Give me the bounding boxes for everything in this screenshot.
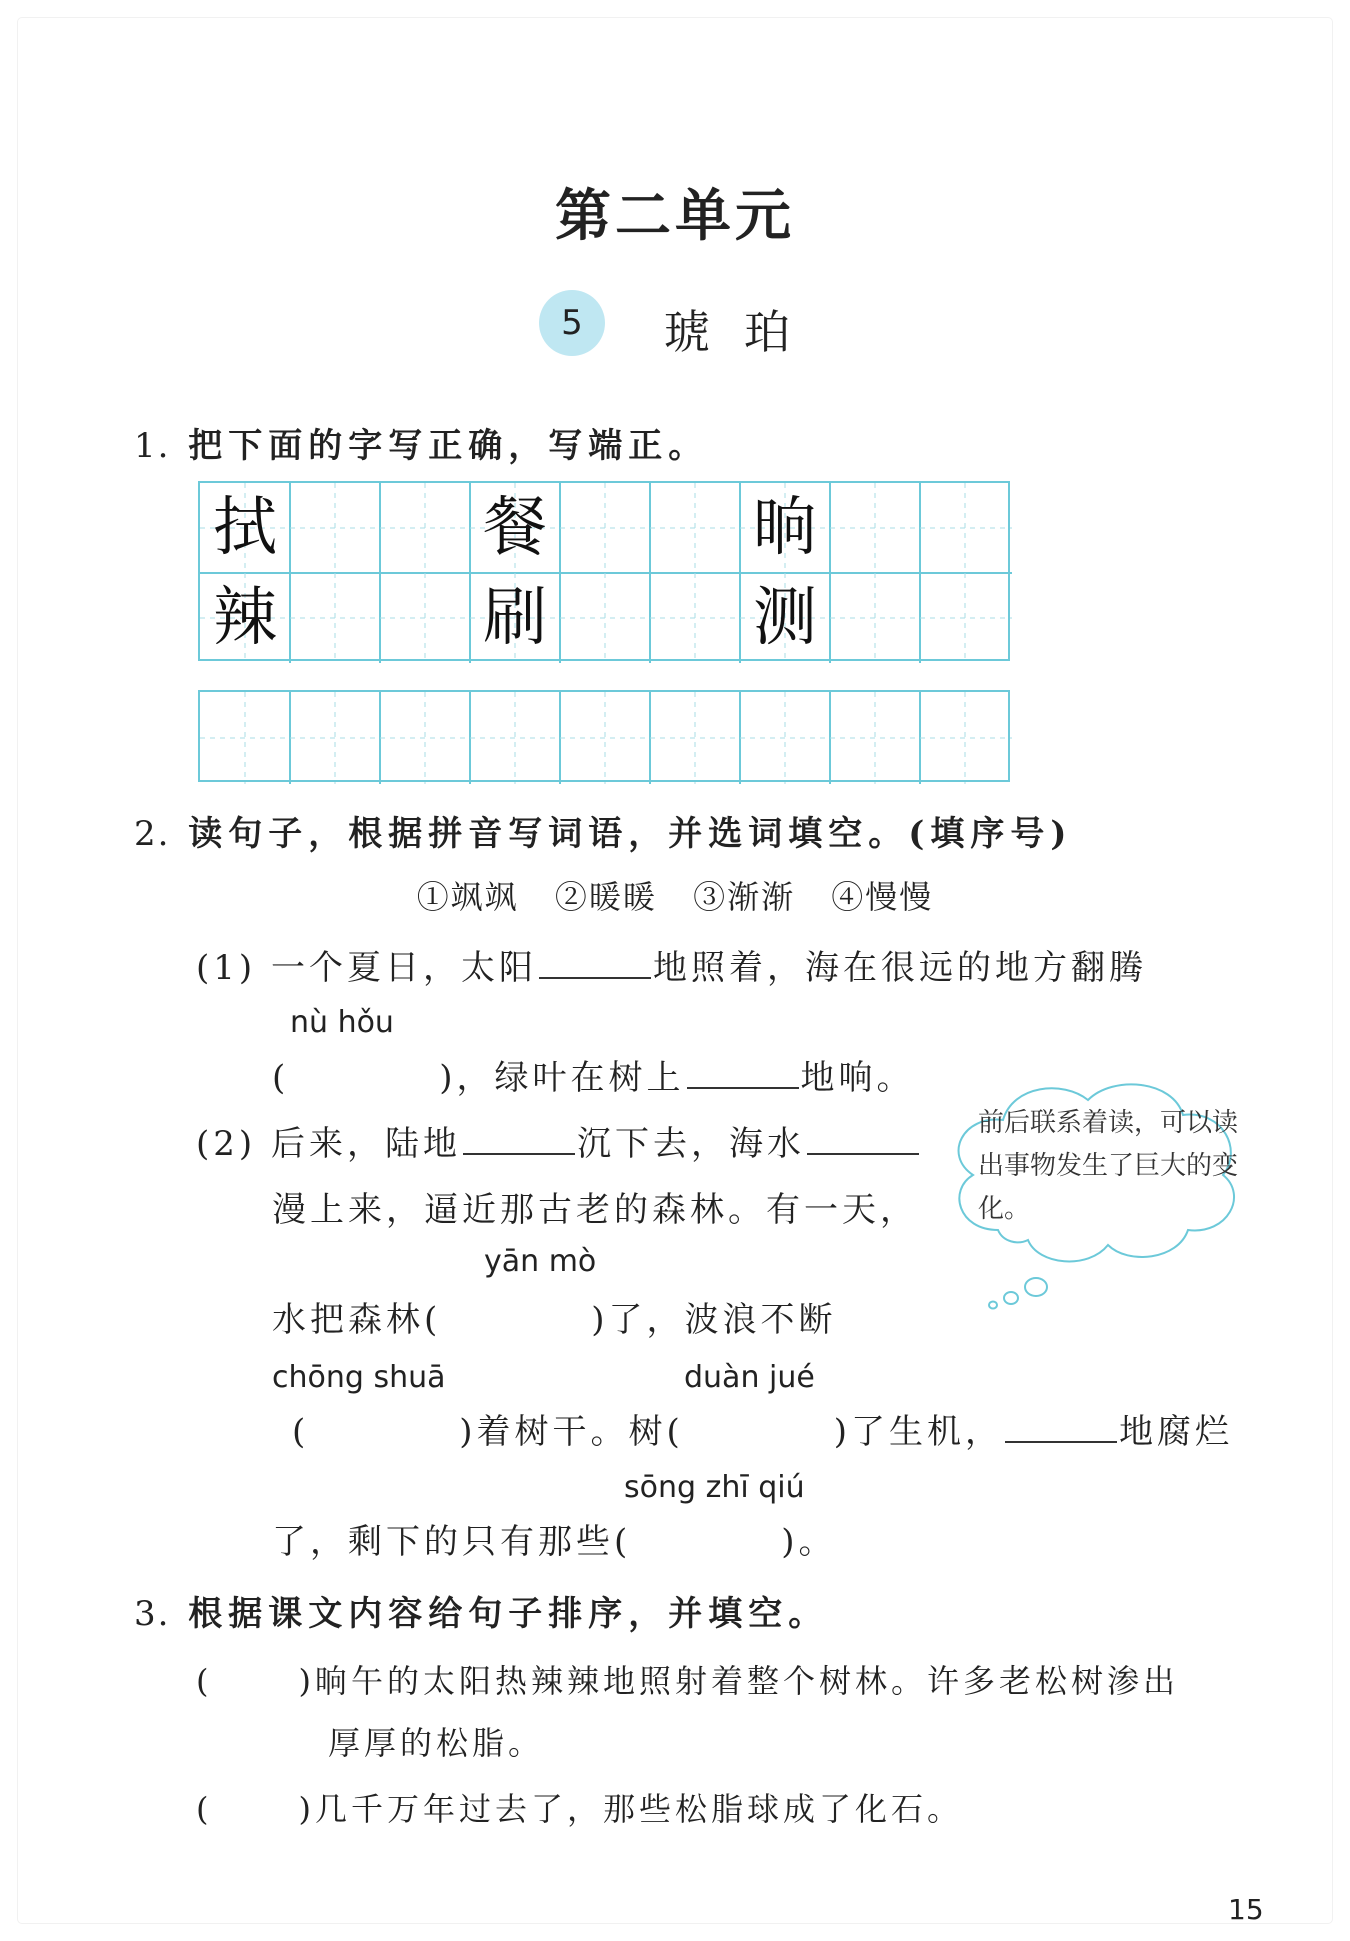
- q2-p1-line1: [196, 940, 1147, 989]
- pinyin-yanmo: yān mò: [484, 1244, 597, 1279]
- fill-blank[interactable]: [1005, 1411, 1117, 1443]
- text-segment: 了，剩下的只有那些(: [272, 1522, 632, 1562]
- grid-char-la: 辣: [213, 581, 277, 655]
- text-segment: (: [292, 1412, 310, 1452]
- fill-blank[interactable]: [463, 1123, 575, 1155]
- q2-p2-label: (2): [196, 1124, 257, 1164]
- lesson-number-badge: 5: [539, 290, 605, 356]
- unit-title: 第二单元: [555, 183, 795, 249]
- q2-p2-line3: [272, 1292, 837, 1341]
- text-segment: (: [196, 1662, 213, 1700]
- q2-p1-line2: [272, 1050, 915, 1099]
- q1-number: 1.: [134, 426, 171, 466]
- text-segment: 沉下去，海水: [576, 1124, 805, 1164]
- text-segment: )晌午的太阳热辣辣地照射着整个树林。许多老松树渗出: [298, 1662, 1179, 1700]
- q1-heading: [134, 418, 708, 467]
- q3-item1: [196, 1656, 1179, 1702]
- q2-heading: [134, 806, 1072, 855]
- text-segment: )，绿叶在树上: [439, 1058, 685, 1098]
- q3-item1-cont: 厚厚的松脂。: [328, 1724, 545, 1762]
- pinyin-nuhou: nù hǒu: [290, 1005, 394, 1040]
- q2-p1-label: (1): [196, 948, 257, 988]
- text-segment: 一个夏日，太阳: [270, 948, 537, 988]
- text-segment: (: [196, 1790, 213, 1828]
- text-segment: )了，波浪不断: [591, 1300, 837, 1340]
- text-segment: )。: [781, 1522, 837, 1562]
- pinyin-chongshua: chōng shuā: [272, 1360, 446, 1395]
- option-4: ④慢慢: [831, 878, 934, 916]
- lesson-title: 琥珀: [664, 305, 824, 359]
- writing-grid-2: [198, 690, 1010, 782]
- q2-title: 读句子，根据拼音写词语，并选词填空。(填序号): [188, 814, 1073, 854]
- page-number: 15: [1228, 1893, 1264, 1926]
- grid-char-ce: 测: [753, 581, 817, 655]
- word-options: [0, 872, 1350, 918]
- text-segment: )着树干。树(: [459, 1412, 684, 1452]
- q1-title: 把下面的字写正确，写端正。: [188, 426, 709, 466]
- fill-blank[interactable]: [807, 1123, 919, 1155]
- text-segment: 后来，陆地: [270, 1124, 461, 1164]
- grid-char-shi: 拭: [213, 491, 277, 565]
- q3-title: 根据课文内容给句子排序，并填空。: [188, 1594, 829, 1634]
- text-segment: (: [272, 1058, 290, 1098]
- q2-number: 2.: [134, 814, 171, 854]
- q2-p2-line5: [272, 1514, 837, 1563]
- text-segment: )几千万年过去了，那些松脂球成了化石。: [298, 1790, 963, 1828]
- q3-number: 3.: [134, 1594, 171, 1634]
- grid-char-can: 餐: [483, 491, 547, 565]
- pinyin-songzhiqiu: sōng zhī qiú: [624, 1470, 805, 1505]
- grid-char-shang: 晌: [753, 491, 817, 565]
- fill-blank[interactable]: [539, 947, 651, 979]
- q3-heading: [134, 1586, 828, 1635]
- tip-text: 前后联系着读，可以读出事物发生了巨大的变化。: [978, 1108, 1239, 1224]
- pinyin-duanjue: duàn jué: [684, 1360, 815, 1395]
- text-segment: )了生机，: [833, 1412, 1004, 1452]
- text-segment: 水把森林(: [272, 1300, 442, 1340]
- grid-lines-2: [200, 692, 1012, 784]
- q2-p2-line2: 漫上来，逼近那古老的森林。有一天，: [272, 1190, 918, 1230]
- option-3: ③渐渐: [693, 878, 796, 916]
- grid-lines-1: [200, 483, 1012, 663]
- grid-char-shua: 刷: [483, 581, 547, 655]
- writing-grid-1: [198, 481, 1010, 661]
- fill-blank[interactable]: [687, 1057, 799, 1089]
- text-segment: 地腐烂: [1119, 1412, 1234, 1452]
- q2-p2-line1: [196, 1116, 921, 1165]
- text-segment: 地响。: [800, 1058, 915, 1098]
- text-segment: 地照着，海在很远的地方翻腾: [652, 948, 1147, 988]
- option-2: ②暖暖: [554, 878, 657, 916]
- q3-item2: [196, 1784, 963, 1830]
- option-1: ①飒飒: [416, 878, 519, 916]
- q2-p2-line4: [292, 1404, 1233, 1453]
